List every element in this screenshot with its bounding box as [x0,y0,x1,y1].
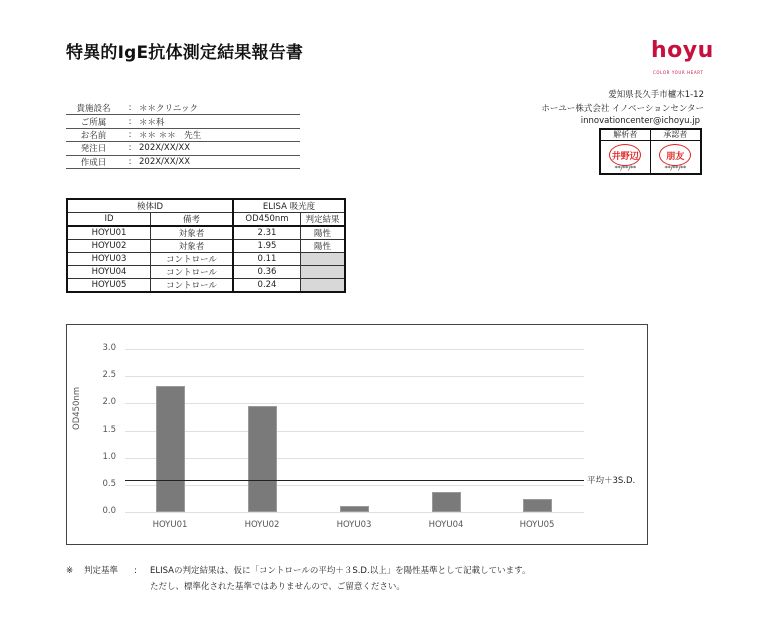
info-value: ＊＊ ＊＊ 先生 [139,130,202,141]
gridline [125,431,584,432]
cell-note: コントロール [151,266,234,279]
analyst-date: **/**/** [614,164,636,172]
table-row [67,240,345,253]
client-info-table [66,102,300,169]
logo-tagline: COLOR YOUR HEART [653,70,704,75]
threshold-label: 平均＋3S.D. [587,476,636,486]
y-axis-label: OD450nm [72,386,82,430]
column-header: 判定結果 [301,213,346,227]
cell-id: HOYU03 [67,253,151,266]
y-tick-label: 1.0 [102,452,116,462]
info-label: ご所属 [80,117,107,128]
y-tick-label: 2.5 [102,370,116,380]
table-row [67,266,345,279]
column-header: 備考 [151,213,234,227]
y-tick-label: 1.5 [102,425,116,435]
column-header: ID [67,213,151,227]
group-header-elisa: ELISA 吸光度 [233,199,345,213]
info-row-name [66,129,300,142]
cell-id: HOYU05 [67,279,151,293]
cell-result: 陽性 [301,240,346,253]
column-header: OD450nm [233,213,301,227]
approval-stamp-box [599,128,702,175]
analyst-seal: 井野辺 [609,144,641,166]
cell-od: 0.24 [233,279,301,293]
approver-seal: 朋友 [659,144,691,166]
y-tick-label: 0.0 [102,506,116,516]
note-mark: ※ [66,566,74,576]
x-tick-label: HOYU01 [152,520,188,530]
results-table [66,198,346,293]
info-row-department [66,115,300,128]
info-value: 202X/XX/XX [139,156,191,167]
group-header-row [67,199,345,213]
info-colon: : [128,143,132,154]
report-title: 特異的IgE抗体測定結果報告書 [66,43,304,63]
info-value: ＊＊科 [139,117,165,128]
cell-id: HOYU01 [67,226,151,240]
info-row-facility [66,102,300,115]
note-line-2: ただし、標準化された基準ではありませんので、ご留意ください。 [150,582,405,592]
info-row-order-date [66,142,300,155]
y-tick-label: 2.0 [102,397,116,407]
info-colon: : [128,116,132,127]
cell-od: 0.36 [233,266,301,279]
info-label: 貴施設名 [76,104,111,115]
note-line-1: ELISAの判定結果は、仮に「コントロールの平均＋３S.D.以上」を陽性基準として記載しています。 [150,566,531,576]
cell-od: 1.95 [233,240,301,253]
info-label: 作成日 [80,157,107,168]
bar-hoyu02 [248,406,277,512]
info-colon: : [128,129,132,140]
info-label: 発注日 [80,144,107,155]
bar-hoyu01 [156,386,185,512]
cell-note: コントロール [151,253,234,266]
column-header-row [67,213,345,227]
bar-hoyu03 [340,506,369,512]
analyst-header: 解析者 [601,130,651,141]
info-value: ＊＊クリニック [139,104,198,115]
info-colon: : [128,156,132,167]
bar-hoyu04 [432,492,461,512]
group-header-sample-id: 検体ID [67,199,233,213]
note-label: 判定基準 [84,566,119,576]
cell-result: 陽性 [301,226,346,240]
approver-header: 承認者 [651,130,701,141]
x-tick-label: HOYU04 [428,520,464,530]
info-value: 202X/XX/XX [139,143,191,154]
table-row [67,226,345,240]
x-tick-label: HOYU05 [519,520,555,530]
cell-result [301,253,346,266]
gridline [125,458,584,459]
y-tick-label: 0.5 [102,479,116,489]
gridline [125,512,584,513]
info-label: お名前 [80,130,107,141]
gridline [125,349,584,350]
bar-hoyu05 [523,499,552,512]
gridline [125,376,584,377]
gridline [125,403,584,404]
x-tick-label: HOYU03 [336,520,372,530]
cell-result [301,279,346,293]
note-colon: : [134,566,137,576]
cell-note: 対象者 [151,226,234,240]
analyst-stamp-cell [601,141,651,173]
cell-od: 0.11 [233,253,301,266]
x-tick-label: HOYU02 [244,520,280,530]
company-address: 愛知県長久手市櫨木1-12 [608,90,704,100]
hoyu-logo: hoyu [651,38,714,63]
company-name: ホーユー株式会社 イノベーションセンター [541,104,704,114]
cell-note: コントロール [151,279,234,293]
approver-stamp-cell [651,141,701,173]
cell-note: 対象者 [151,240,234,253]
info-colon: : [128,103,132,114]
judgement-criteria-note [66,563,530,595]
cell-od: 2.31 [233,226,301,240]
company-email: innovationcenter@ichoyu.jp [580,116,700,126]
y-tick-label: 3.0 [102,343,116,353]
cell-result [301,266,346,279]
cell-id: HOYU02 [67,240,151,253]
info-row-created-date [66,156,300,169]
approver-date: **/**/** [664,164,686,172]
threshold-line [125,480,584,481]
table-row [67,279,345,293]
cell-id: HOYU04 [67,266,151,279]
table-row [67,253,345,266]
gridline [125,485,584,486]
